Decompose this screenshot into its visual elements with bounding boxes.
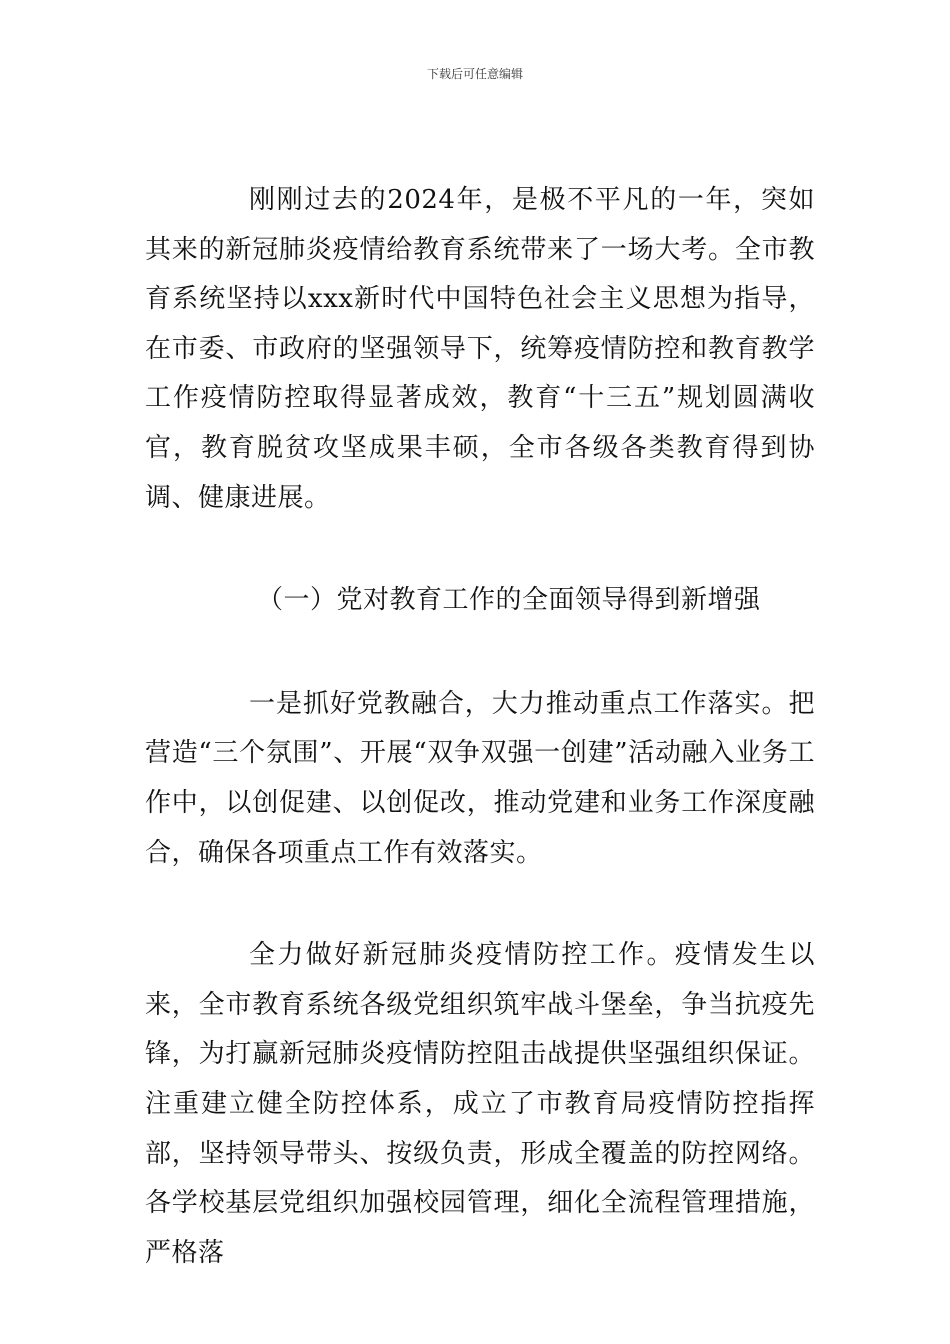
section-heading: （一）党对教育工作的全面领导得到新增强 bbox=[257, 585, 761, 616]
document-body bbox=[145, 176, 815, 1278]
paragraph-party-integration: 一是抓好党教融合，大力推动重点工作落实。把营造“三个氛围”、开展“双争双强一创建”活动融入业务工作中，以创促建、以创促改，推动党建和业务工作深度融合，确保各项重点工作有效落实。 bbox=[145, 688, 815, 868]
paragraph-intro: 刚刚过去的2024年，是极不平凡的一年，突如其来的新冠肺炎疫情给教育系统带来了一场大考。全市教育系统坚持以xxx新时代中国特色社会主义思想为指导，在市委、市政府的坚强领导下，统筹疫情防控和教育教学工作疫情防控取得显著成效，教育“十三五”规划圆满收官，教育脱贫攻坚成果丰硕，全市各级各类教育得到协调、健康进展。 bbox=[145, 185, 815, 513]
page-header: 下载后可任意编辑 bbox=[426, 67, 523, 81]
paragraph-epidemic-control: 全力做好新冠肺炎疫情防控工作。疫情发生以来，全市教育系统各级党组织筑牢战斗堡垒，争当抗疫先锋，为打赢新冠肺炎疫情防控阻击战提供坚强组织保证。注重建立健全防控体系，成立了市教育局疫情防控指挥部，坚持领导带头、按级负责，形成全覆盖的防控网络。各学校基层党组织加强校园管理，细化全流程管理措施，严格落 bbox=[145, 940, 815, 1268]
